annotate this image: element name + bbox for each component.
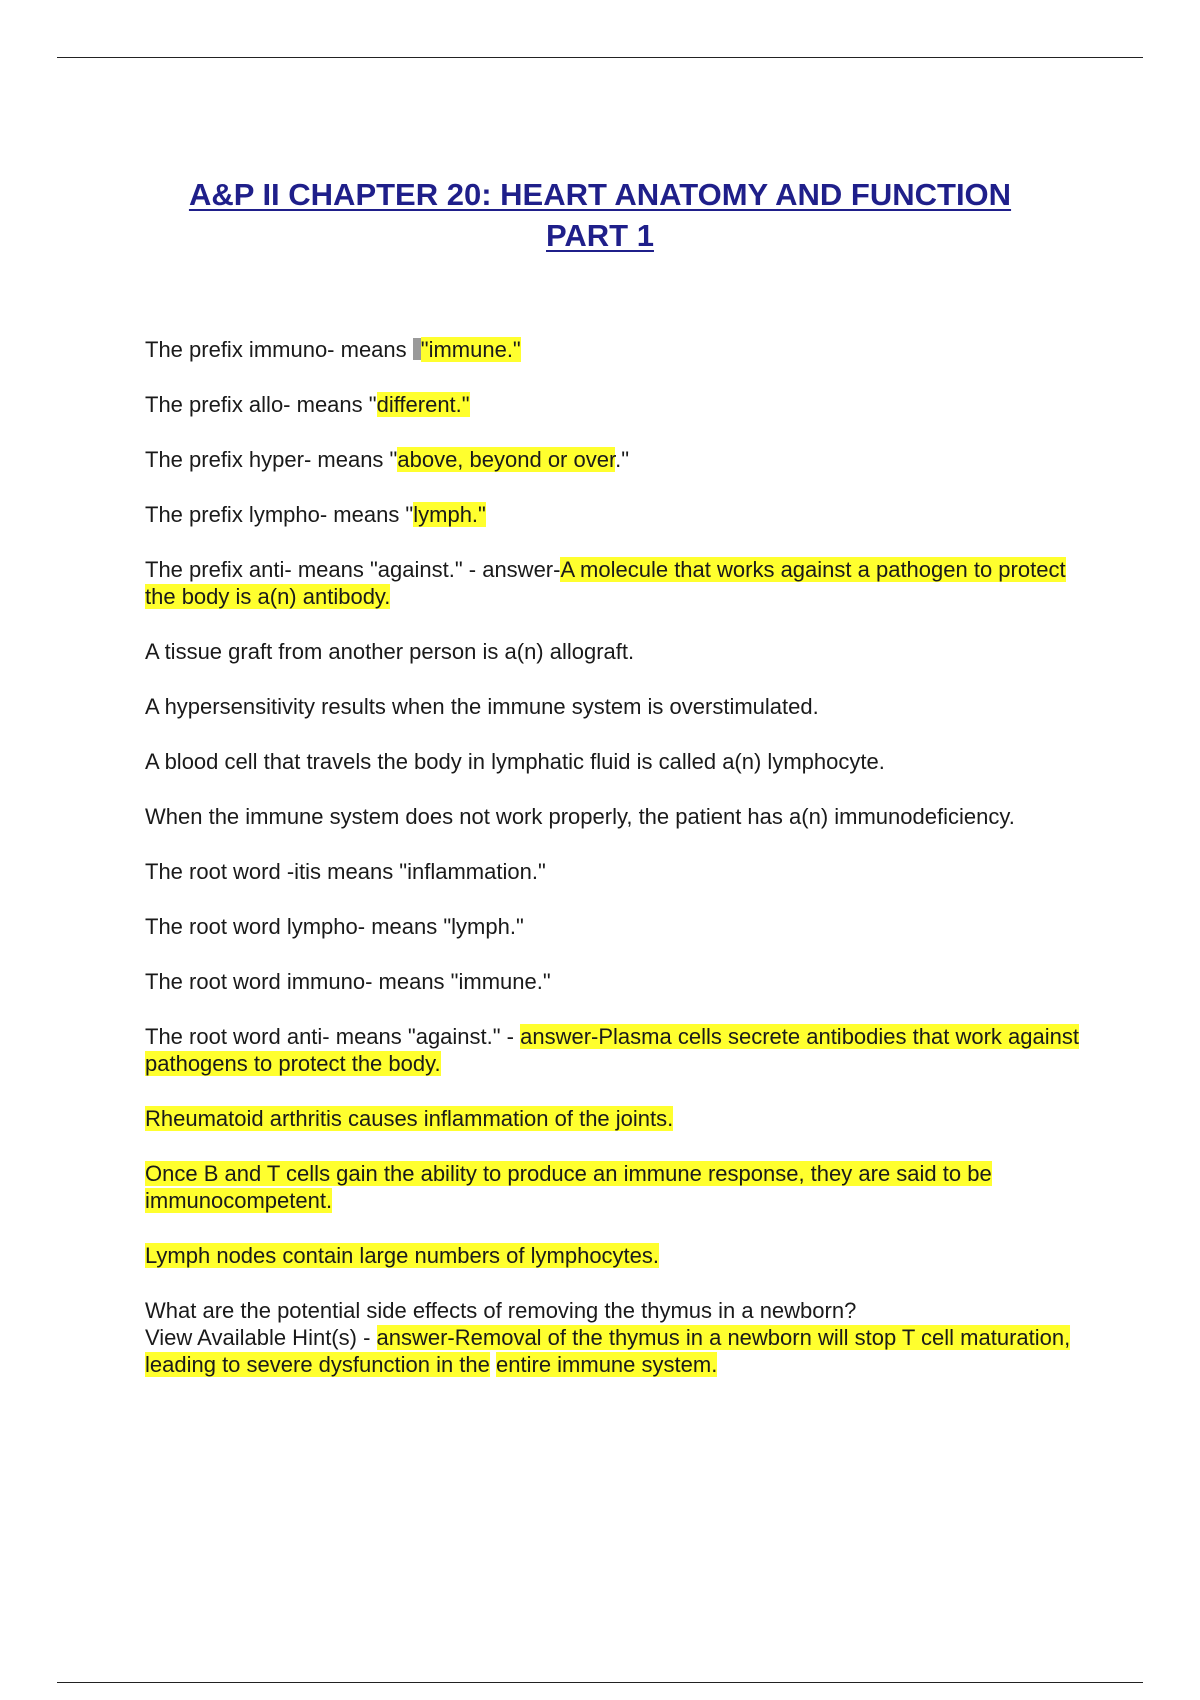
paragraph-text-tail: ." (615, 447, 629, 472)
paragraph-text: The prefix immuno- means (145, 337, 413, 362)
highlighted-answer: lymph." (413, 502, 486, 527)
document-body (145, 336, 1095, 1406)
paragraph (145, 1105, 1095, 1132)
highlighted-answer: Once B and T cells gain the ability to produce an immune response, they are said to be immunocompetent. (145, 1161, 992, 1213)
paragraph-text: The prefix lympho- means " (145, 502, 414, 527)
highlighted-answer: A molecule that works against a pathogen to protect the body is a(n) antibody. (145, 557, 1066, 609)
title-line-1: A&P II CHAPTER 20: HEART ANATOMY AND FUNCTION (188, 177, 1012, 212)
paragraph: When the immune system does not work properly, the patient has a(n) immunodeficiency. (145, 804, 1015, 829)
paragraph (145, 1242, 1095, 1269)
document-title (0, 174, 1200, 256)
highlighted-answer: Lymph nodes contain large numbers of lymphocytes. (145, 1243, 660, 1268)
paragraph (145, 556, 1095, 610)
text-cursor-mark (413, 338, 421, 360)
highlighted-answer: answer-Removal of the thymus in a newborn will stop T cell maturation, leading to severe dysfunction in the (145, 1325, 1071, 1377)
paragraph (145, 501, 1095, 528)
paragraph-text: The root word anti- means "against." - (145, 1024, 521, 1049)
title-line-2: PART 1 (546, 218, 654, 253)
highlighted-answer: entire immune system. (496, 1352, 718, 1377)
bottom-rule (57, 1682, 1143, 1683)
hint-prefix: View Available Hint(s) - (145, 1325, 377, 1350)
paragraph (145, 446, 1095, 473)
paragraph: The root word -itis means "inflammation." (145, 859, 546, 884)
paragraph-text: The prefix allo- means " (145, 392, 377, 417)
paragraph: A hypersensitivity results when the immune system is overstimulated. (145, 694, 819, 719)
highlighted-answer: above, beyond or over (397, 447, 616, 472)
paragraph (145, 1160, 1095, 1214)
paragraph: A tissue graft from another person is a(n) allograft. (145, 639, 635, 664)
question-text: What are the potential side effects of removing the thymus in a newborn? (145, 1298, 857, 1323)
question-paragraph (145, 1297, 1095, 1378)
highlighted-answer: Rheumatoid arthritis causes inflammation of the joints. (145, 1106, 674, 1131)
paragraph: The root word immuno- means "immune." (145, 969, 551, 994)
paragraph: The root word lympho- means "lymph." (145, 914, 524, 939)
top-rule (57, 57, 1143, 58)
paragraph (145, 1023, 1095, 1077)
highlighted-answer: answer-Plasma cells secrete antibodies that work against pathogens to protect the body. (145, 1024, 1079, 1076)
highlighted-answer: different." (376, 392, 470, 417)
paragraph (145, 336, 1095, 363)
highlighted-answer: "immune." (420, 337, 521, 362)
paragraph (145, 391, 1095, 418)
paragraph-text: The prefix hyper- means " (145, 447, 398, 472)
paragraph: A blood cell that travels the body in lymphatic fluid is called a(n) lymphocyte. (145, 749, 885, 774)
paragraph-text: The prefix anti- means "against." - answer- (145, 557, 561, 582)
